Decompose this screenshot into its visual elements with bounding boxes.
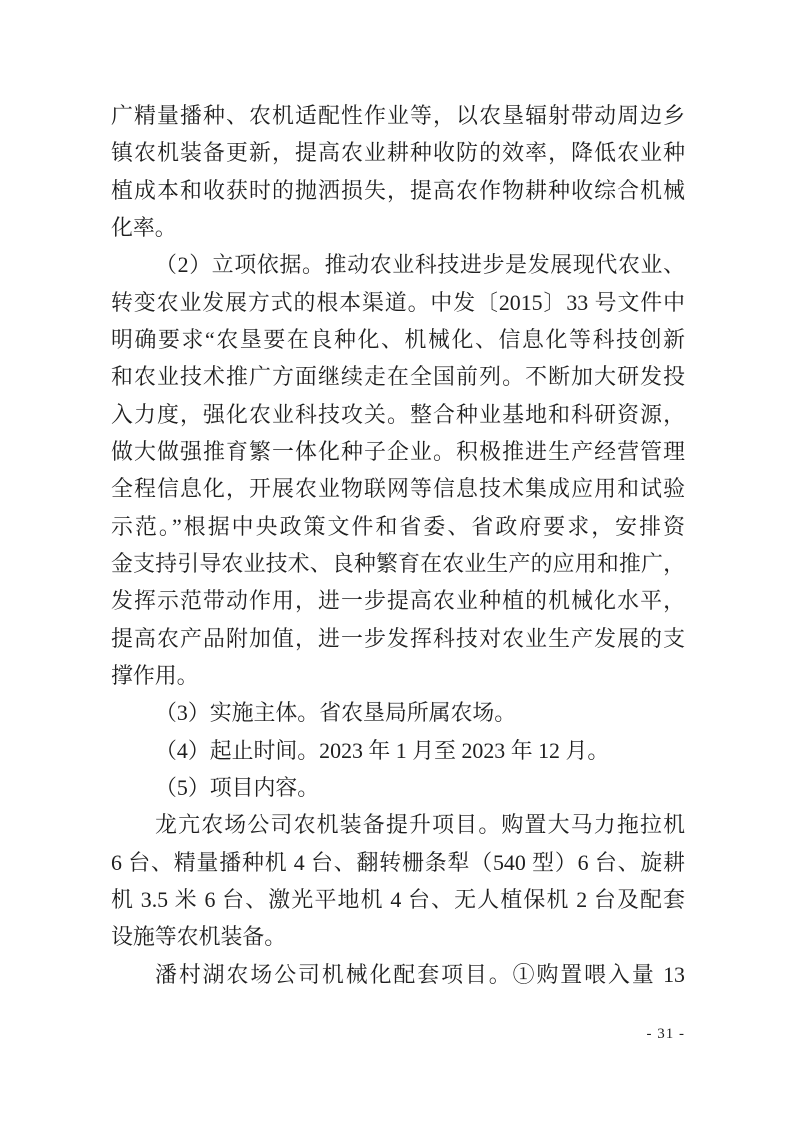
text-line: 广精量播种、农机适配性作业等，以农垦辐射带动周边乡 — [111, 103, 685, 128]
text-line: 撑作用。 — [111, 662, 199, 688]
text-line: （2）立项依据。推动农业科技进步是发展现代农业、 — [155, 252, 685, 278]
text-line: 潘村湖农场公司机械化配套项目。①购置喂入量 13 — [155, 961, 685, 987]
text-line: 设施等农机装备。 — [111, 924, 287, 950]
text-line: 示范。”根据中央政策文件和省委、省政府要求，安排资 — [111, 513, 685, 539]
text-line: 提高农产品附加值，进一步发挥科技对农业生产发展的支 — [111, 625, 685, 651]
page-number: - 31 - — [646, 1026, 685, 1042]
text-line: （5）项目内容。 — [155, 774, 320, 800]
document-body — [111, 97, 685, 993]
text-line: 入力度，强化农业科技攻关。整合种业基地和科研资源， — [111, 401, 685, 427]
text-line: 镇农机装备更新，提高农业耕种收防的效率，降低农业种 — [111, 140, 685, 166]
text-line: 转变农业发展方式的根本渠道。中发〔2015〕33 号文件中 — [111, 289, 685, 315]
text-line: 龙亢农场公司农机装备提升项目。购置大马力拖拉机 — [155, 812, 685, 838]
text-line: 做大做强推育繁一体化种子企业。积极推进生产经营管理 — [111, 438, 685, 464]
text-line: （4）起止时间。2023 年 1 月至 2023 年 12 月。 — [155, 737, 610, 763]
text-line: 化率。 — [111, 214, 177, 240]
text-line: 和农业技术推广方面继续走在全国前列。不断加大研发投 — [111, 364, 685, 390]
text-line: 金支持引导农业技术、良种繁育在农业生产的应用和推广， — [111, 550, 685, 576]
text-line: 明确要求“农垦要在良种化、机械化、信息化等科技创新 — [111, 326, 685, 352]
text-line: 6 台、精量播种机 4 台、翻转栅条犁（540 型）6 台、旋耕 — [111, 849, 685, 875]
text-line: 机 3.5 米 6 台、激光平地机 4 台、无人植保机 2 台及配套 — [111, 886, 685, 912]
page-footer — [111, 1024, 685, 1044]
text-line: 发挥示范带动作用，进一步提高农业种植的机械化水平， — [111, 588, 685, 614]
text-line: 全程信息化，开展农业物联网等信息技术集成应用和试验 — [111, 476, 685, 502]
text-line: 植成本和收获时的抛洒损失，提高农作物耕种收综合机械 — [111, 177, 685, 203]
text-line: （3）实施主体。省农垦局所属农场。 — [155, 700, 517, 726]
